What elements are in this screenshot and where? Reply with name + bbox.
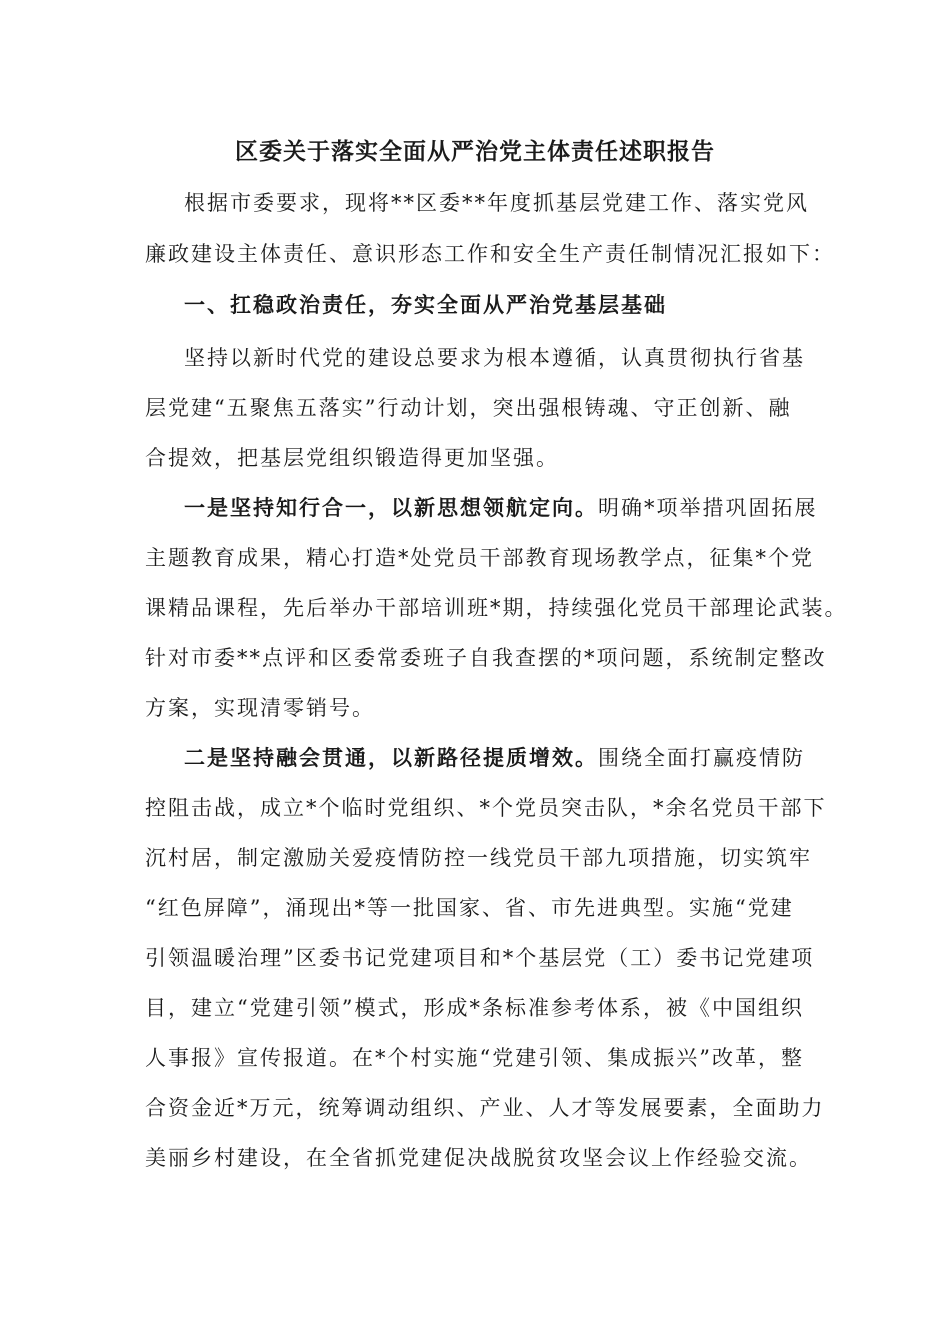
line-text: 目，建立“党建引领”模式，形成*条标准参考体系，被《中国组织	[145, 996, 804, 1020]
paragraph-line	[145, 441, 559, 475]
lead-in-bold: 一是坚持知行合一，以新思想领航定向。	[184, 495, 598, 520]
paragraph-line	[145, 641, 827, 675]
paragraph-line	[145, 691, 375, 725]
paragraph-line	[145, 891, 794, 925]
paragraph-line	[184, 186, 809, 220]
line-text: 针对市委**点评和区委常委班子自我查摆的*项问题，系统制定整改	[145, 646, 827, 670]
line-text: 坚持以新时代党的建设总要求为根本遵循，认真贯彻执行省基	[184, 346, 805, 370]
line-text: 主题教育成果，精心打造*处党员干部教育现场教学点，征集*个党	[145, 546, 814, 570]
line-text: 人事报》宣传报道。在*个村实施“党建引领、集成振兴”改革，整	[145, 1046, 804, 1070]
paragraph-line	[145, 841, 812, 875]
paragraph-line	[184, 741, 805, 775]
paragraph-line	[184, 491, 818, 525]
heading-text: 一、扛稳政治责任，夯实全面从严治党基层基础	[184, 292, 667, 317]
line-text: 方案，实现清零销号。	[145, 696, 375, 720]
paragraph-line	[145, 1141, 812, 1175]
line-text: 沉村居，制定激励关爱疫情防控一线党员干部九项措施，切实筑牢	[145, 846, 812, 870]
line-text: 课精品课程，先后举办干部培训班*期，持续强化党员干部理论武装。	[145, 596, 848, 620]
line-text: “红色屏障”，涌现出*等一批国家、省、市先进典型。实施“党建	[145, 896, 794, 920]
line-text: 廉政建设主体责任、意识形态工作和安全生产责任制情况汇报如下：	[145, 242, 835, 266]
document-title: 区委关于落实全面从严治党主体责任述职报告	[235, 138, 715, 165]
paragraph-line	[145, 541, 814, 575]
paragraph-line	[145, 941, 814, 975]
lead-in-bold: 二是坚持融会贯通，以新路径提质增效。	[184, 745, 598, 770]
line-text: 合提效，把基层党组织锻造得更加坚强。	[145, 446, 559, 470]
section-heading	[184, 288, 667, 322]
paragraph-line	[145, 791, 827, 825]
line-text: 合资金近*万元，统筹调动组织、产业、人才等发展要素，全面助力	[145, 1096, 825, 1120]
paragraph-line	[145, 991, 804, 1025]
paragraph-line	[184, 341, 805, 375]
line-text: 层党建“五聚焦五落实”行动计划，突出强根铸魂、守正创新、融	[145, 396, 792, 420]
paragraph-line	[145, 237, 835, 271]
line-text: 明确*项举措巩固拓展	[598, 496, 818, 520]
line-text: 根据市委要求，现将**区委**年度抓基层党建工作、落实党风	[184, 191, 809, 215]
line-text: 围绕全面打赢疫情防	[598, 746, 805, 770]
paragraph-line	[145, 391, 791, 425]
paragraph-line	[145, 1091, 825, 1125]
paragraph-line	[145, 1041, 804, 1075]
line-text: 美丽乡村建设，在全省抓党建促决战脱贫攻坚会议上作经验交流。	[145, 1146, 812, 1170]
line-text: 控阻击战，成立*个临时党组织、*个党员突击队，*余名党员干部下	[145, 796, 827, 820]
line-text: 引领温暖治理”区委书记党建项目和*个基层党（工）委书记党建项	[145, 946, 815, 970]
paragraph-line	[145, 591, 848, 625]
